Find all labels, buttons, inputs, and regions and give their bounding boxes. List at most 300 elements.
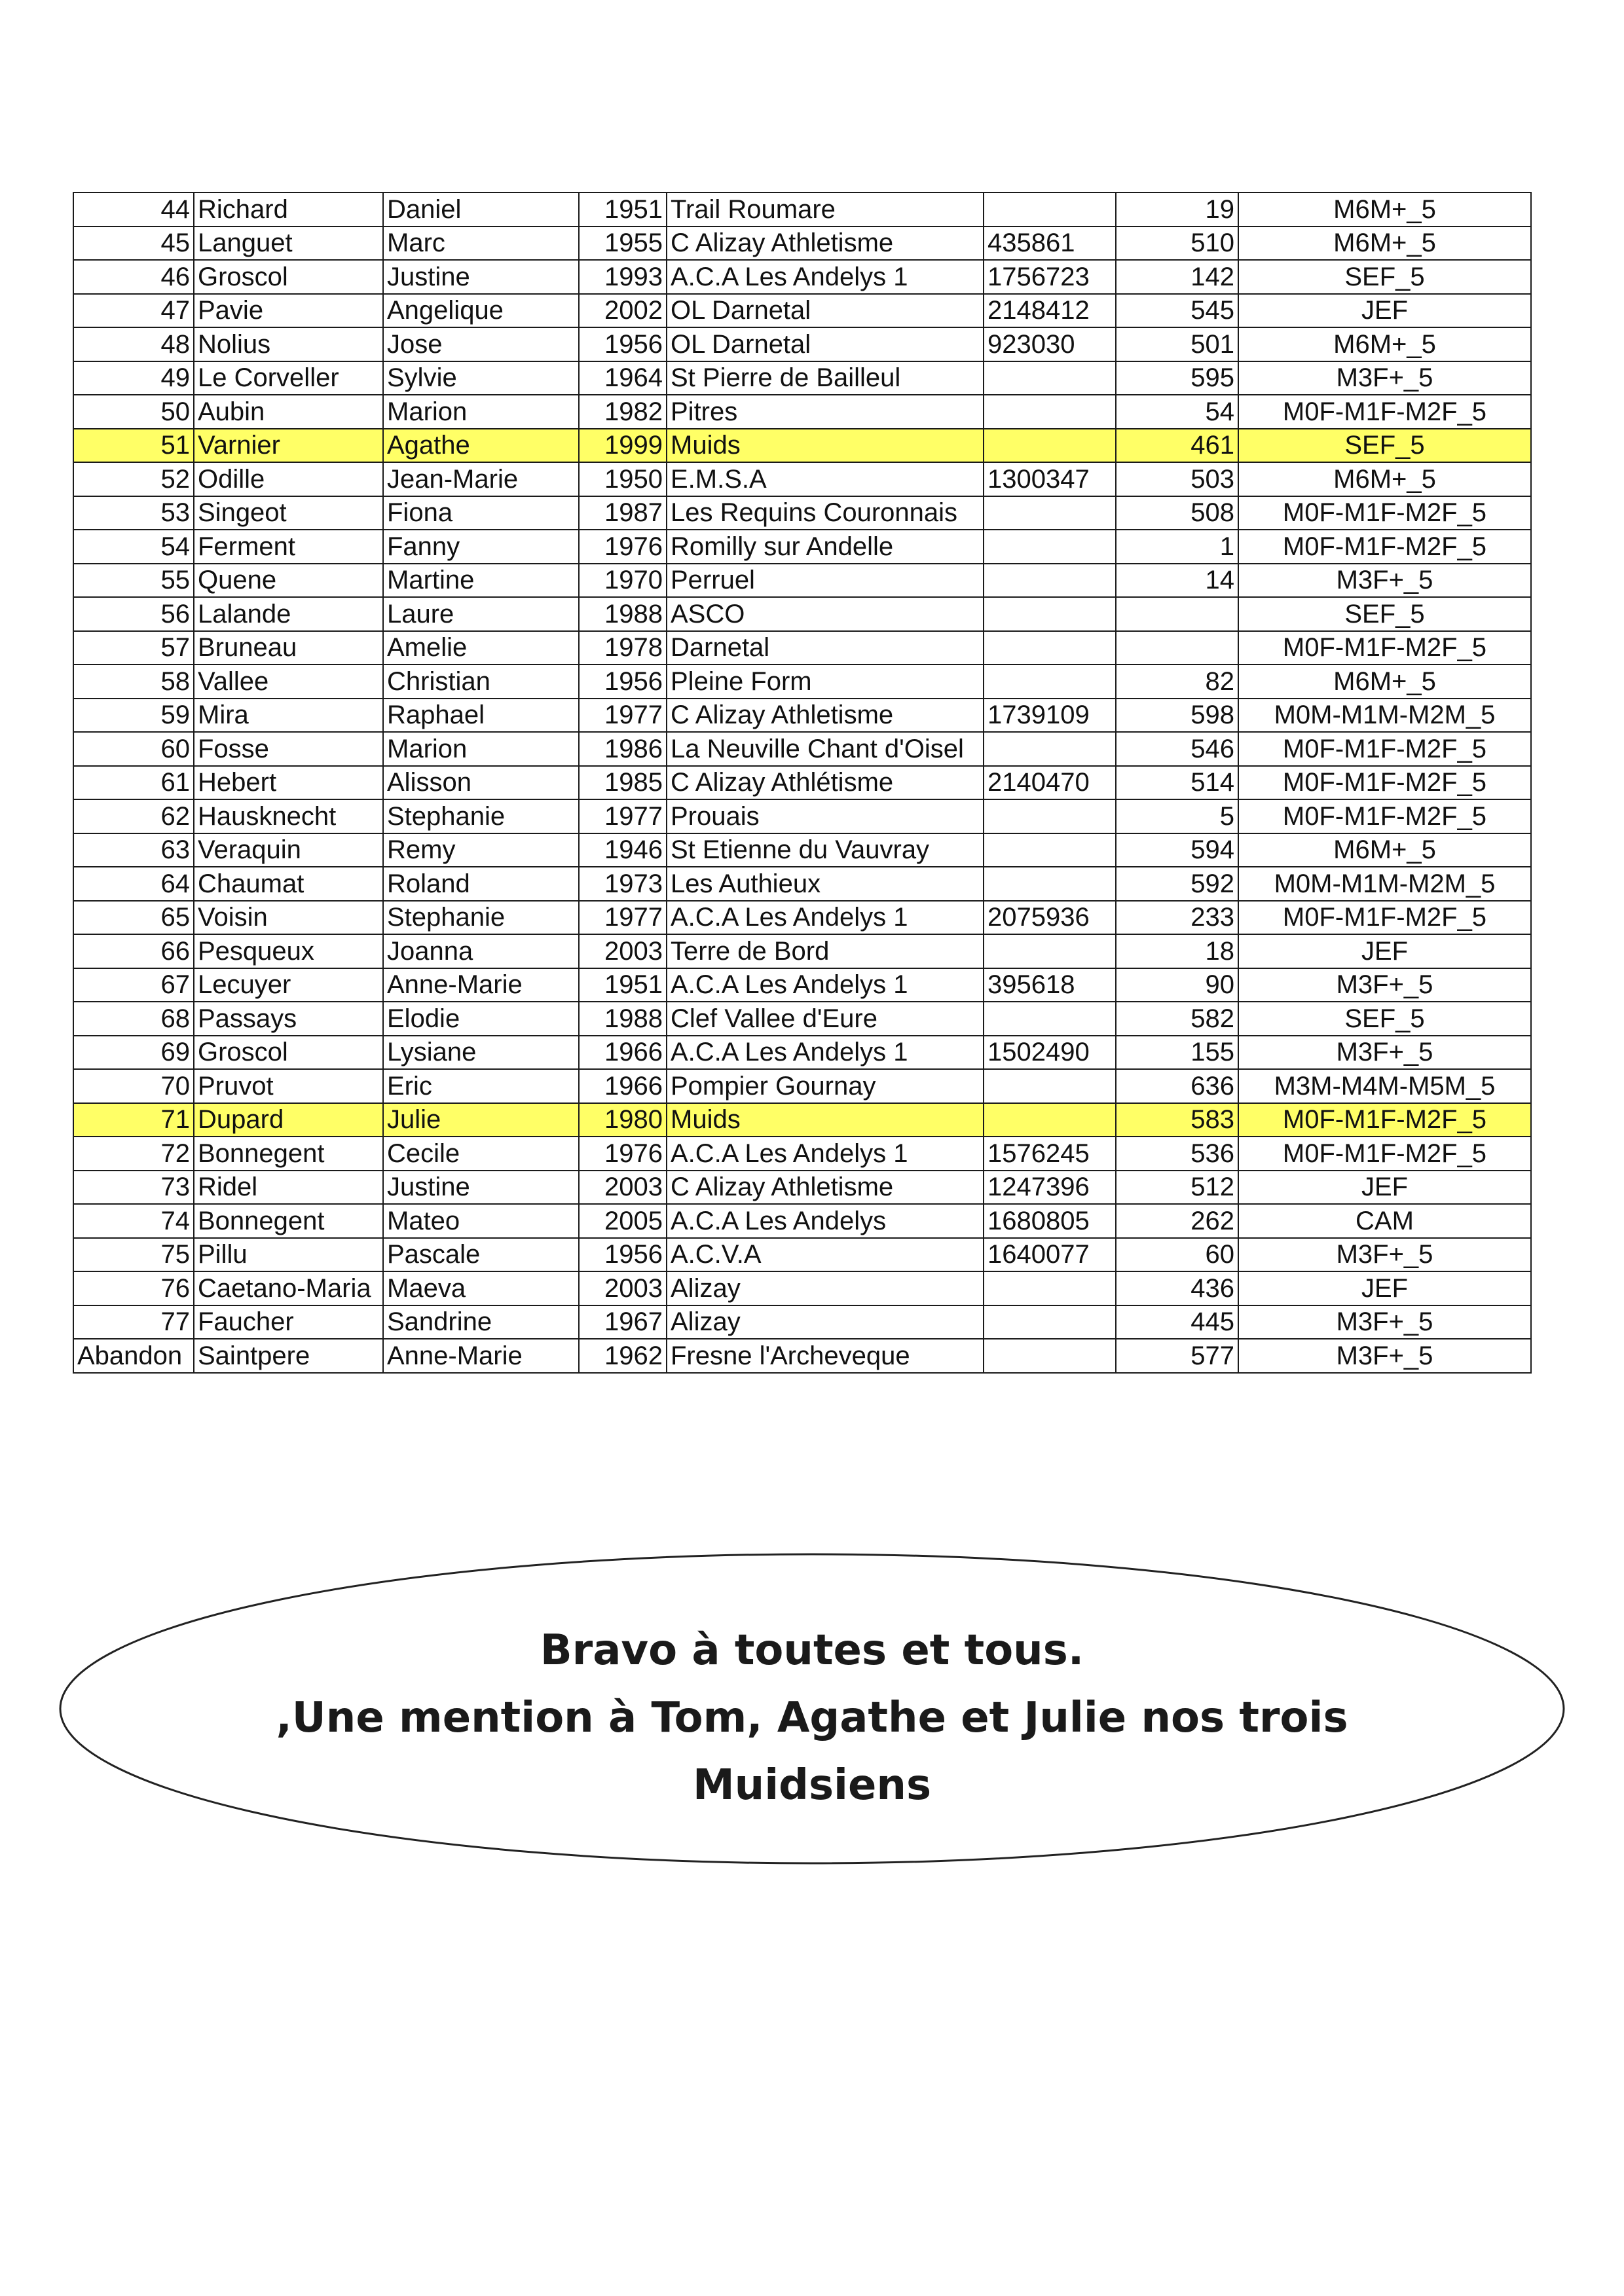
lastname-cell: Pillu (194, 1238, 383, 1272)
rank-cell: 73 (73, 1171, 194, 1205)
firstname-cell: Maeva (383, 1271, 579, 1305)
club-cell: Trail Roumare (667, 192, 984, 227)
bib-cell: 142 (1116, 260, 1238, 294)
year-cell: 1964 (579, 361, 667, 395)
rank-cell: 70 (73, 1069, 194, 1103)
rank-cell: 60 (73, 732, 194, 766)
year-cell: 1946 (579, 833, 667, 867)
rank-cell: 69 (73, 1036, 194, 1070)
rank-cell: 58 (73, 665, 194, 699)
table-row (73, 631, 1531, 665)
license-cell: 2140470 (984, 766, 1116, 800)
lastname-cell: Varnier (194, 429, 383, 463)
license-cell: 395618 (984, 968, 1116, 1002)
category-cell: M0F-M1F-M2F_5 (1238, 766, 1531, 800)
license-cell: 2148412 (984, 294, 1116, 328)
firstname-cell: Sylvie (383, 361, 579, 395)
club-cell: A.C.A Les Andelys 1 (667, 901, 984, 935)
club-cell: Clef Vallee d'Eure (667, 1002, 984, 1036)
table-row (73, 1305, 1531, 1339)
license-cell (984, 192, 1116, 227)
lastname-cell: Vallee (194, 665, 383, 699)
firstname-cell: Fiona (383, 496, 579, 530)
table-row (73, 192, 1531, 227)
table-row (73, 1036, 1531, 1070)
year-cell: 1951 (579, 192, 667, 227)
year-cell: 1973 (579, 867, 667, 901)
rank-cell: 67 (73, 968, 194, 1002)
firstname-cell: Eric (383, 1069, 579, 1103)
year-cell: 1976 (579, 530, 667, 564)
year-cell: 1956 (579, 327, 667, 361)
rank-cell: 62 (73, 799, 194, 833)
license-cell: 1300347 (984, 462, 1116, 496)
firstname-cell: Jean-Marie (383, 462, 579, 496)
club-cell: C Alizay Athletisme (667, 699, 984, 733)
category-cell: M6M+_5 (1238, 227, 1531, 261)
club-cell: OL Darnetal (667, 294, 984, 328)
lastname-cell: Nolius (194, 327, 383, 361)
message-bubble (52, 1539, 1572, 1879)
license-cell: 1680805 (984, 1204, 1116, 1238)
year-cell: 1956 (579, 1238, 667, 1272)
bib-cell: 577 (1116, 1339, 1238, 1373)
category-cell: M0F-M1F-M2F_5 (1238, 799, 1531, 833)
club-cell: A.C.A Les Andelys 1 (667, 1137, 984, 1171)
firstname-cell: Mateo (383, 1204, 579, 1238)
lastname-cell: Caetano-Maria (194, 1271, 383, 1305)
license-cell (984, 496, 1116, 530)
license-cell: 2075936 (984, 901, 1116, 935)
club-cell: Perruel (667, 564, 984, 598)
license-cell: 1640077 (984, 1238, 1116, 1272)
license-cell (984, 1103, 1116, 1137)
category-cell: M3M-M4M-M5M_5 (1238, 1069, 1531, 1103)
club-cell: Muids (667, 1103, 984, 1137)
license-cell: 1739109 (984, 699, 1116, 733)
year-cell: 1966 (579, 1069, 667, 1103)
lastname-cell: Groscol (194, 1036, 383, 1070)
club-cell: St Etienne du Vauvray (667, 833, 984, 867)
license-cell: 1247396 (984, 1171, 1116, 1205)
year-cell: 1985 (579, 766, 667, 800)
rank-cell: 52 (73, 462, 194, 496)
license-cell (984, 564, 1116, 598)
category-cell: JEF (1238, 294, 1531, 328)
rank-cell: 75 (73, 1238, 194, 1272)
lastname-cell: Hebert (194, 766, 383, 800)
club-cell: Fresne l'Archeveque (667, 1339, 984, 1373)
bib-cell: 14 (1116, 564, 1238, 598)
bib-cell: 510 (1116, 227, 1238, 261)
bib-cell: 512 (1116, 1171, 1238, 1205)
license-cell (984, 1002, 1116, 1036)
message-text (52, 1617, 1572, 1819)
license-cell (984, 934, 1116, 968)
year-cell: 1976 (579, 1137, 667, 1171)
bib-cell: 595 (1116, 361, 1238, 395)
lastname-cell: Saintpere (194, 1339, 383, 1373)
bib-cell: 90 (1116, 968, 1238, 1002)
table-row (73, 799, 1531, 833)
bib-cell: 54 (1116, 395, 1238, 429)
table-row (73, 901, 1531, 935)
firstname-cell: Agathe (383, 429, 579, 463)
table-row (73, 1204, 1531, 1238)
license-cell (984, 429, 1116, 463)
firstname-cell: Stephanie (383, 799, 579, 833)
lastname-cell: Pavie (194, 294, 383, 328)
club-cell: Terre de Bord (667, 934, 984, 968)
category-cell: M6M+_5 (1238, 833, 1531, 867)
lastname-cell: Veraquin (194, 833, 383, 867)
table-row (73, 496, 1531, 530)
table-row (73, 665, 1531, 699)
bib-cell: 436 (1116, 1271, 1238, 1305)
firstname-cell: Joanna (383, 934, 579, 968)
category-cell: M0F-M1F-M2F_5 (1238, 732, 1531, 766)
bib-cell: 461 (1116, 429, 1238, 463)
club-cell: Alizay (667, 1271, 984, 1305)
license-cell (984, 395, 1116, 429)
firstname-cell: Anne-Marie (383, 968, 579, 1002)
firstname-cell: Cecile (383, 1137, 579, 1171)
club-cell: A.C.A Les Andelys 1 (667, 260, 984, 294)
table-row (73, 260, 1531, 294)
year-cell: 1950 (579, 462, 667, 496)
category-cell: M3F+_5 (1238, 361, 1531, 395)
bib-cell: 19 (1116, 192, 1238, 227)
table-row (73, 732, 1531, 766)
year-cell: 1955 (579, 227, 667, 261)
table-row (73, 530, 1531, 564)
category-cell: M0F-M1F-M2F_5 (1238, 1103, 1531, 1137)
firstname-cell: Fanny (383, 530, 579, 564)
lastname-cell: Languet (194, 227, 383, 261)
table-row (73, 227, 1531, 261)
lastname-cell: Chaumat (194, 867, 383, 901)
license-cell (984, 833, 1116, 867)
firstname-cell: Raphael (383, 699, 579, 733)
lastname-cell: Ridel (194, 1171, 383, 1205)
year-cell: 1970 (579, 564, 667, 598)
club-cell: A.C.A Les Andelys 1 (667, 968, 984, 1002)
lastname-cell: Passays (194, 1002, 383, 1036)
firstname-cell: Julie (383, 1103, 579, 1137)
firstname-cell: Lysiane (383, 1036, 579, 1070)
license-cell (984, 867, 1116, 901)
club-cell: C Alizay Athletisme (667, 227, 984, 261)
firstname-cell: Stephanie (383, 901, 579, 935)
bib-cell: 18 (1116, 934, 1238, 968)
year-cell: 1962 (579, 1339, 667, 1373)
bib-cell: 262 (1116, 1204, 1238, 1238)
lastname-cell: Pesqueux (194, 934, 383, 968)
table-row (73, 934, 1531, 968)
rank-cell: 68 (73, 1002, 194, 1036)
results-table (73, 192, 1532, 1374)
category-cell: M3F+_5 (1238, 1238, 1531, 1272)
table-row (73, 1271, 1531, 1305)
table-row (73, 766, 1531, 800)
year-cell: 1966 (579, 1036, 667, 1070)
rank-cell: 61 (73, 766, 194, 800)
firstname-cell: Laure (383, 597, 579, 631)
lastname-cell: Bruneau (194, 631, 383, 665)
lastname-cell: Ferment (194, 530, 383, 564)
lastname-cell: Quene (194, 564, 383, 598)
firstname-cell: Marc (383, 227, 579, 261)
firstname-cell: Justine (383, 1171, 579, 1205)
license-cell: 435861 (984, 227, 1116, 261)
bib-cell: 546 (1116, 732, 1238, 766)
year-cell: 1982 (579, 395, 667, 429)
category-cell: M3F+_5 (1238, 1036, 1531, 1070)
lastname-cell: Singeot (194, 496, 383, 530)
table-row (73, 1069, 1531, 1103)
license-cell: 1576245 (984, 1137, 1116, 1171)
message-line-2: ,Une mention à Tom, Agathe et Julie nos trois (276, 1694, 1348, 1742)
bib-cell: 582 (1116, 1002, 1238, 1036)
lastname-cell: Fosse (194, 732, 383, 766)
license-cell (984, 530, 1116, 564)
license-cell (984, 631, 1116, 665)
rank-cell: 74 (73, 1204, 194, 1238)
category-cell: JEF (1238, 1171, 1531, 1205)
rank-cell: 53 (73, 496, 194, 530)
bib-cell: 536 (1116, 1137, 1238, 1171)
category-cell: M3F+_5 (1238, 968, 1531, 1002)
year-cell: 1993 (579, 260, 667, 294)
category-cell: M0F-M1F-M2F_5 (1238, 395, 1531, 429)
category-cell: M6M+_5 (1238, 327, 1531, 361)
rank-cell: 77 (73, 1305, 194, 1339)
table-row (73, 429, 1531, 463)
rank-cell: 64 (73, 867, 194, 901)
license-cell (984, 597, 1116, 631)
year-cell: 1987 (579, 496, 667, 530)
rank-cell: 65 (73, 901, 194, 935)
year-cell: 1977 (579, 699, 667, 733)
year-cell: 1977 (579, 799, 667, 833)
bib-cell: 233 (1116, 901, 1238, 935)
license-cell (984, 361, 1116, 395)
category-cell: SEF_5 (1238, 1002, 1531, 1036)
table-row (73, 597, 1531, 631)
category-cell: M0F-M1F-M2F_5 (1238, 530, 1531, 564)
bib-cell: 82 (1116, 665, 1238, 699)
category-cell: SEF_5 (1238, 260, 1531, 294)
rank-cell: 57 (73, 631, 194, 665)
category-cell: SEF_5 (1238, 597, 1531, 631)
rank-cell: 49 (73, 361, 194, 395)
firstname-cell: Marion (383, 395, 579, 429)
lastname-cell: Aubin (194, 395, 383, 429)
bib-cell (1116, 597, 1238, 631)
firstname-cell: Amelie (383, 631, 579, 665)
table-row (73, 968, 1531, 1002)
rank-cell: 63 (73, 833, 194, 867)
rank-cell: 66 (73, 934, 194, 968)
club-cell: A.C.A Les Andelys (667, 1204, 984, 1238)
club-cell: OL Darnetal (667, 327, 984, 361)
category-cell: M3F+_5 (1238, 564, 1531, 598)
firstname-cell: Justine (383, 260, 579, 294)
category-cell: JEF (1238, 934, 1531, 968)
bib-cell: 5 (1116, 799, 1238, 833)
table-row (73, 361, 1531, 395)
category-cell: M0F-M1F-M2F_5 (1238, 631, 1531, 665)
year-cell: 1967 (579, 1305, 667, 1339)
bib-cell: 1 (1116, 530, 1238, 564)
club-cell: A.C.V.A (667, 1238, 984, 1272)
category-cell: M3F+_5 (1238, 1339, 1531, 1373)
category-cell: CAM (1238, 1204, 1531, 1238)
category-cell: M0M-M1M-M2M_5 (1238, 867, 1531, 901)
category-cell: M0M-M1M-M2M_5 (1238, 699, 1531, 733)
club-cell: Pitres (667, 395, 984, 429)
rank-cell: 44 (73, 192, 194, 227)
rank-cell: 47 (73, 294, 194, 328)
club-cell: E.M.S.A (667, 462, 984, 496)
rank-cell: 59 (73, 699, 194, 733)
year-cell: 1977 (579, 901, 667, 935)
firstname-cell: Martine (383, 564, 579, 598)
table-row (73, 294, 1531, 328)
firstname-cell: Elodie (383, 1002, 579, 1036)
club-cell: Les Requins Couronnais (667, 496, 984, 530)
license-cell (984, 1271, 1116, 1305)
rank-cell: 72 (73, 1137, 194, 1171)
club-cell: C Alizay Athlétisme (667, 766, 984, 800)
year-cell: 1988 (579, 597, 667, 631)
firstname-cell: Remy (383, 833, 579, 867)
lastname-cell: Lecuyer (194, 968, 383, 1002)
club-cell: Pleine Form (667, 665, 984, 699)
category-cell: M0F-M1F-M2F_5 (1238, 496, 1531, 530)
rank-cell: 55 (73, 564, 194, 598)
club-cell: ASCO (667, 597, 984, 631)
rank-cell: 71 (73, 1103, 194, 1137)
lastname-cell: Odille (194, 462, 383, 496)
lastname-cell: Pruvot (194, 1069, 383, 1103)
year-cell: 2005 (579, 1204, 667, 1238)
bib-cell: 445 (1116, 1305, 1238, 1339)
club-cell: A.C.A Les Andelys 1 (667, 1036, 984, 1070)
rank-cell: 48 (73, 327, 194, 361)
table-row (73, 327, 1531, 361)
category-cell: M3F+_5 (1238, 1305, 1531, 1339)
bib-cell: 598 (1116, 699, 1238, 733)
license-cell: 1756723 (984, 260, 1116, 294)
club-cell: Pompier Gournay (667, 1069, 984, 1103)
lastname-cell: Lalande (194, 597, 383, 631)
year-cell: 1956 (579, 665, 667, 699)
club-cell: Les Authieux (667, 867, 984, 901)
license-cell (984, 1069, 1116, 1103)
year-cell: 1951 (579, 968, 667, 1002)
lastname-cell: Mira (194, 699, 383, 733)
table-row (73, 699, 1531, 733)
club-cell: La Neuville Chant d'Oisel (667, 732, 984, 766)
firstname-cell: Sandrine (383, 1305, 579, 1339)
category-cell: JEF (1238, 1271, 1531, 1305)
rank-cell: Abandon (73, 1339, 194, 1373)
lastname-cell: Groscol (194, 260, 383, 294)
table-row (73, 867, 1531, 901)
year-cell: 1988 (579, 1002, 667, 1036)
year-cell: 2003 (579, 1171, 667, 1205)
lastname-cell: Bonnegent (194, 1137, 383, 1171)
table-row (73, 1103, 1531, 1137)
year-cell: 1980 (579, 1103, 667, 1137)
club-cell: Prouais (667, 799, 984, 833)
year-cell: 1978 (579, 631, 667, 665)
rank-cell: 45 (73, 227, 194, 261)
bib-cell: 636 (1116, 1069, 1238, 1103)
lastname-cell: Bonnegent (194, 1204, 383, 1238)
firstname-cell: Alisson (383, 766, 579, 800)
table-row (73, 395, 1531, 429)
year-cell: 1999 (579, 429, 667, 463)
lastname-cell: Hausknecht (194, 799, 383, 833)
rank-cell: 46 (73, 260, 194, 294)
table-row (73, 462, 1531, 496)
rank-cell: 56 (73, 597, 194, 631)
license-cell (984, 1339, 1116, 1373)
license-cell: 923030 (984, 327, 1116, 361)
club-cell: St Pierre de Bailleul (667, 361, 984, 395)
firstname-cell: Christian (383, 665, 579, 699)
rank-cell: 54 (73, 530, 194, 564)
bib-cell: 592 (1116, 867, 1238, 901)
bib-cell: 60 (1116, 1238, 1238, 1272)
bib-cell: 503 (1116, 462, 1238, 496)
firstname-cell: Jose (383, 327, 579, 361)
table-row (73, 1171, 1531, 1205)
table-row (73, 1137, 1531, 1171)
year-cell: 2003 (579, 934, 667, 968)
rank-cell: 76 (73, 1271, 194, 1305)
firstname-cell: Angelique (383, 294, 579, 328)
firstname-cell: Daniel (383, 192, 579, 227)
table-row (73, 1339, 1531, 1373)
club-cell: Muids (667, 429, 984, 463)
lastname-cell: Richard (194, 192, 383, 227)
lastname-cell: Le Corveller (194, 361, 383, 395)
club-cell: Romilly sur Andelle (667, 530, 984, 564)
rank-cell: 50 (73, 395, 194, 429)
firstname-cell: Marion (383, 732, 579, 766)
firstname-cell: Pascale (383, 1238, 579, 1272)
table-row (73, 564, 1531, 598)
lastname-cell: Dupard (194, 1103, 383, 1137)
license-cell: 1502490 (984, 1036, 1116, 1070)
bib-cell: 155 (1116, 1036, 1238, 1070)
bib-cell: 583 (1116, 1103, 1238, 1137)
table-row (73, 1238, 1531, 1272)
category-cell: M6M+_5 (1238, 462, 1531, 496)
firstname-cell: Anne-Marie (383, 1339, 579, 1373)
bib-cell: 594 (1116, 833, 1238, 867)
year-cell: 2003 (579, 1271, 667, 1305)
bib-cell: 545 (1116, 294, 1238, 328)
club-cell: Darnetal (667, 631, 984, 665)
year-cell: 2002 (579, 294, 667, 328)
license-cell (984, 1305, 1116, 1339)
message-line-3: Muidsiens (692, 1761, 932, 1810)
rank-cell: 51 (73, 429, 194, 463)
